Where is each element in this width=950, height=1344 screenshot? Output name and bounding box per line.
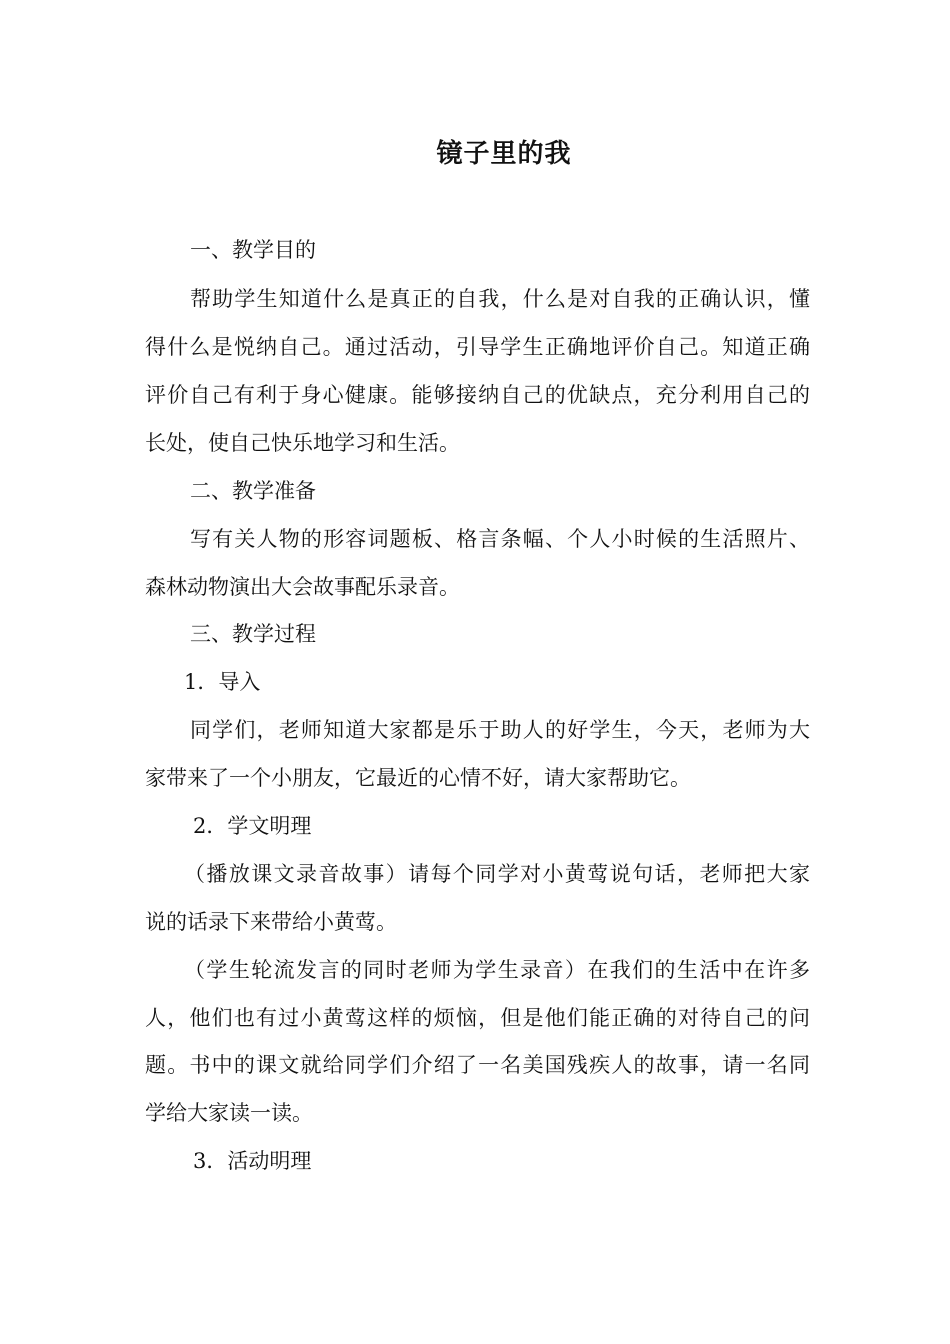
paragraph-line: 写有关人物的形容词题板、格言条幅、个人小时候的生活照片、: [190, 527, 810, 551]
paragraph-line: 说的话录下来带给小黄莺。: [145, 910, 397, 934]
paragraph-line: 得什么是悦纳自己。通过活动，引导学生正确地评价自己。知道正确: [145, 335, 810, 359]
subsection-heading-intro: 1．导入: [184, 670, 261, 694]
paragraph-line: 家带来了一个小朋友，它最近的心情不好，请大家帮助它。: [145, 766, 691, 790]
section-heading-preparation: 二、教学准备: [190, 479, 316, 503]
section-heading-objectives: 一、教学目的: [190, 238, 316, 262]
paragraph-line: 森林动物演出大会故事配乐录音。: [145, 575, 460, 599]
paragraph-line: 同学们，老师知道大家都是乐于助人的好学生，今天，老师为大: [190, 718, 810, 742]
paragraph-line: （播放课文录音故事）请每个同学对小黄莺说句话，老师把大家: [184, 862, 810, 886]
paragraph-line: 学给大家读一读。: [145, 1101, 313, 1125]
paragraph-line: 长处，使自己快乐地学习和生活。: [145, 431, 460, 455]
paragraph-line: 评价自己有利于身心健康。能够接纳自己的优缺点，充分利用自己的: [145, 383, 810, 407]
document-title: 镜子里的我: [436, 139, 572, 169]
paragraph-line: 人，他们也有过小黄莺这样的烦恼，但是他们能正确的对待自己的问: [145, 1006, 810, 1030]
subsection-heading-activity: 3．活动明理: [193, 1149, 312, 1173]
paragraph-line: （学生轮流发言的同时老师为学生录音）在我们的生活中在许多: [184, 958, 810, 982]
paragraph-line: 帮助学生知道什么是真正的自我，什么是对自我的正确认识，懂: [190, 287, 810, 311]
subsection-heading-study: 2．学文明理: [193, 814, 312, 838]
section-heading-process: 三、教学过程: [190, 622, 316, 646]
paragraph-line: 题。书中的课文就给同学们介绍了一名美国残疾人的故事，请一名同: [145, 1053, 810, 1077]
